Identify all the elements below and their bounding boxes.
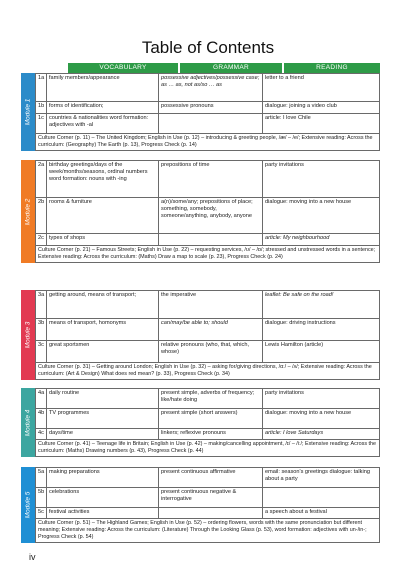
lesson-number: 2c — [36, 234, 47, 246]
lesson-number: 3c — [36, 341, 47, 363]
table-row — [36, 429, 380, 440]
vocab-cell: celebrations — [47, 488, 159, 508]
table-row — [36, 74, 380, 102]
reading-cell — [263, 488, 380, 508]
module-4 — [24, 388, 380, 457]
header-vocabulary: VOCABULARY — [68, 63, 178, 73]
vocab-cell: days/time — [47, 429, 159, 440]
module-5-table — [35, 467, 380, 519]
table-row — [36, 341, 380, 363]
module-3-stripe — [21, 290, 35, 380]
grammar-cell: relative pronouns (who, that, which, whose) — [159, 341, 263, 363]
table-row — [36, 102, 380, 114]
lesson-number: 1a — [36, 74, 47, 102]
grammar-cell: present simple (short answers) — [159, 409, 263, 429]
culture-corner: Culture Corner (p. 21) – Famous Streets; English in Use (p. 22) – requesting services, /ʊ/ – /ɒ/; stressed and unstressed words in a sentence; Extensive reading: Across the curriculum: (Maths) Draw a map to scale (p. 23), Progress Check (p. 24) — [35, 246, 380, 263]
lesson-number: 5c — [36, 508, 47, 519]
module-3-table — [35, 290, 380, 363]
module-2-label: Module 2 — [24, 198, 32, 225]
lesson-number: 3b — [36, 319, 47, 341]
module-1 — [24, 73, 380, 151]
reading-cell: dialogue: joining a video club — [263, 102, 380, 114]
header-reading: READING — [284, 63, 380, 73]
table-row — [36, 409, 380, 429]
reading-cell: a speech about a festival — [263, 508, 380, 519]
table-row — [36, 291, 380, 319]
page-number: iv — [29, 552, 36, 562]
lesson-number: 2a — [36, 161, 47, 198]
table-row — [36, 234, 380, 246]
grammar-cell: present simple, adverbs of frequency; like/hate doing — [159, 389, 263, 409]
module-1-stripe — [21, 73, 35, 151]
module-2-stripe — [21, 160, 35, 263]
table-row — [36, 161, 380, 198]
lesson-number: 4b — [36, 409, 47, 429]
lesson-number: 3a — [36, 291, 47, 319]
lesson-number: 5a — [36, 468, 47, 488]
reading-cell: party invitations — [263, 389, 380, 409]
reading-cell: Lewis Hamilton (article) — [263, 341, 380, 363]
vocab-cell: family members/appearance — [47, 74, 159, 102]
module-3 — [24, 290, 380, 380]
header-grammar: GRAMMAR — [180, 63, 282, 73]
table-row — [36, 319, 380, 341]
grammar-cell: linkers; reflexive pronouns — [159, 429, 263, 440]
lesson-number: 4c — [36, 429, 47, 440]
reading-cell: article: My neighbourhood — [263, 234, 380, 246]
vocab-cell: types of shops — [47, 234, 159, 246]
module-4-table — [35, 388, 380, 440]
vocab-cell: great sportsmen — [47, 341, 159, 363]
page-title: Table of Contents — [141, 38, 275, 57]
vocab-cell: festival activities — [47, 508, 159, 519]
culture-corner: Culture Corner (p. 31) – Getting around London; English in Use (p. 32) – asking for/giving directions, /ɑː/ – /ʌ/; Extensive reading: Across the curriculum: (Art & Design) What does red mean? (p. 33), Progress Check (p. 34) — [35, 363, 380, 380]
module-5-stripe — [21, 467, 35, 543]
reading-cell: article: I love Chile — [263, 114, 380, 134]
vocab-cell: TV programmes — [47, 409, 159, 429]
reading-cell: party invitations — [263, 161, 380, 198]
grammar-cell — [159, 114, 263, 134]
reading-cell: leaflet: Be safe on the road! — [263, 291, 380, 319]
grammar-cell: present continuous negative & interrogative — [159, 488, 263, 508]
vocab-cell: countries & nationalities word formation: adjectives with -al — [47, 114, 159, 134]
culture-corner: Culture Corner (p. 51) – The Highland Games; English in Use (p. 52) – ordering flowers, words with the same pronunciation but different meaning; Extensive reading: Across the curriculum: (Literature) Through the Looking Glass (p. 53), word formation: adjectives with un-/in-; Progress Check (p. 54) — [35, 519, 380, 543]
grammar-cell: present continuous affirmative — [159, 468, 263, 488]
module-4-stripe — [21, 388, 35, 457]
reading-cell: dialogue: moving into a new house — [263, 409, 380, 429]
module-2 — [24, 160, 380, 263]
grammar-cell: a(n)/some/any; prepositions of place; something, somebody, someone/anything, anybody, anyone — [159, 198, 263, 234]
vocab-cell: forms of identification; — [47, 102, 159, 114]
lesson-number: 1b — [36, 102, 47, 114]
module-1-label: Module 1 — [24, 98, 32, 126]
vocab-cell: means of transport, homonyms — [47, 319, 159, 341]
table-row — [36, 198, 380, 234]
vocab-cell: rooms & furniture — [47, 198, 159, 234]
culture-corner: Culture Corner (p. 41) – Teenage life in Britain; English in Use (p. 42) – making/cancelling appointment, /ɪ/ – /iː/; Extensive reading: Across the curriculum: (Maths) Drawing numbers (p. 43), Progress Check (p. 44) — [35, 440, 380, 457]
module-2-table — [35, 160, 380, 246]
grammar-cell: the imperative — [159, 291, 263, 319]
grammar-cell: possessive adjectives/possessive case; as … as, not as/so … as — [159, 74, 263, 102]
table-row — [36, 468, 380, 488]
reading-cell: article: I love Saturdays — [263, 429, 380, 440]
module-1-table — [35, 73, 380, 134]
table-row — [36, 114, 380, 134]
lesson-number: 2b — [36, 198, 47, 234]
lesson-number: 5b — [36, 488, 47, 508]
vocab-cell: birthday greetings/days of the week/months/seasons, ordinal numbers word formation: nouns with -ing — [47, 161, 159, 198]
lesson-number: 4a — [36, 389, 47, 409]
culture-corner: Culture Corner (p. 11) – The United Kingdom; English in Use (p. 12) – introducing & greeting people, /æ/ – /e/; Extensive reading: Across the curriculum: (Geography) The Earth (p. 13), Progress Check (p. 14) — [35, 134, 380, 151]
module-4-label: Module 4 — [24, 409, 32, 436]
table-row — [36, 389, 380, 409]
reading-cell: dialogue: moving into a new house — [263, 198, 380, 234]
module-5-label: Module 5 — [24, 491, 32, 519]
module-5 — [24, 467, 380, 543]
grammar-cell — [159, 508, 263, 519]
lesson-number: 1c — [36, 114, 47, 134]
module-3-label: Module 3 — [24, 321, 32, 349]
vocab-cell: daily routine — [47, 389, 159, 409]
table-row — [36, 488, 380, 508]
reading-cell: email: season's greetings dialogue: talking about a party — [263, 468, 380, 488]
table-row — [36, 508, 380, 519]
grammar-cell — [159, 234, 263, 246]
grammar-cell: can/may/be able to; should — [159, 319, 263, 341]
grammar-cell: possessive pronouns — [159, 102, 263, 114]
vocab-cell: getting around, means of transport; — [47, 291, 159, 319]
reading-cell: letter to a friend — [263, 74, 380, 102]
vocab-cell: making preparations — [47, 468, 159, 488]
reading-cell: dialogue: driving instructions — [263, 319, 380, 341]
grammar-cell: prepositions of time — [159, 161, 263, 198]
